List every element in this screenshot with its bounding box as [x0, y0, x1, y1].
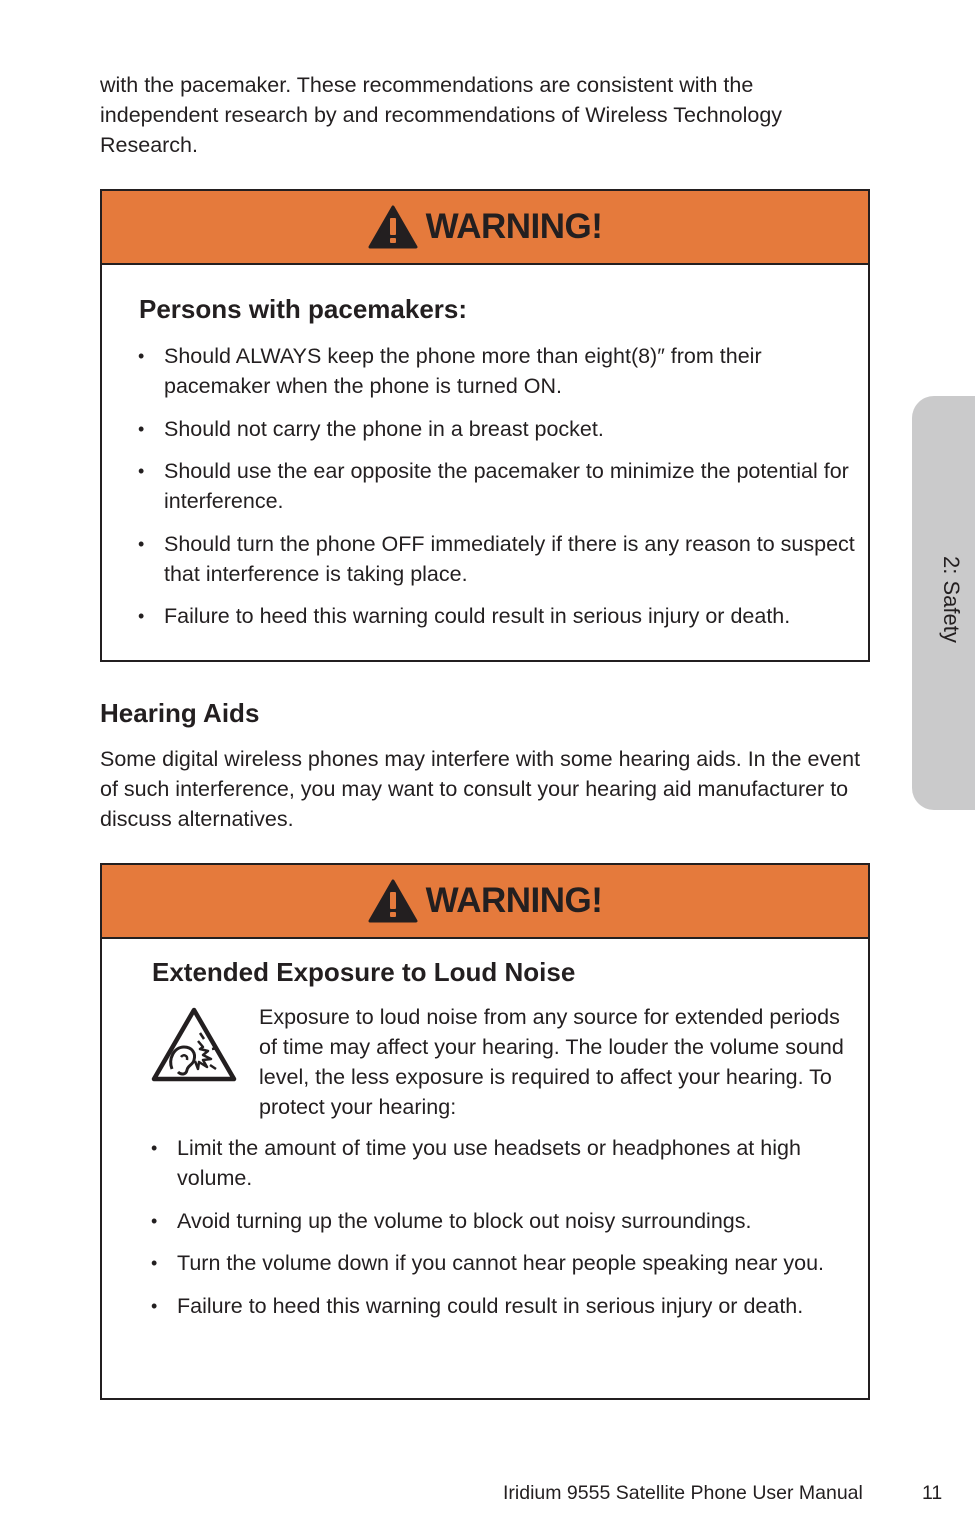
footer-manual-title: Iridium 9555 Satellite Phone User Manual	[503, 1482, 863, 1504]
loud-noise-bullet-list	[150, 1133, 850, 1333]
warning-title: Persons with pacemakers:	[139, 294, 468, 324]
noise-exposure-paragraph: Exposure to loud noise from any source for extended periods of time may affect your hearing. The louder the volume sound level, the less exposure is required to affect your hearing. To protect your hearing:	[259, 1005, 844, 1119]
list-item: • Failure to heed this warning could result in serious injury or death.	[151, 1293, 804, 1318]
warning-header-text: WARNING!	[425, 881, 603, 920]
list-item: • Turn the volume down if you cannot hear people speaking near you.	[151, 1251, 825, 1275]
warning-title: Extended Exposure to Loud Noise	[152, 957, 576, 987]
warning-box-loud-noise	[100, 863, 870, 1400]
hearing-aids-paragraph: Some digital wireless phones may interfere with some hearing aids. In the event of such interference, you may want to consult your hearing aid manufacturer to discuss alternatives.	[100, 747, 861, 831]
pacemaker-bullet-list	[137, 341, 857, 644]
hearing-aids-heading: Hearing Aids	[100, 698, 260, 728]
list-item: • Should turn the phone OFF immediately if there is any reason to suspect that interference is taking place.	[138, 531, 855, 586]
loud-noise-ear-icon	[150, 1005, 238, 1085]
list-item: • Failure to heed this warning could result in serious injury or death.	[138, 604, 791, 628]
page-number: 11	[922, 1482, 943, 1504]
list-item: • Should not carry the phone in a breast pocket.	[138, 416, 604, 441]
list-item: • Should use the ear opposite the pacemaker to minimize the potential for interference.	[138, 459, 849, 513]
warning-triangle-icon	[368, 879, 418, 923]
list-item: • Limit the amount of time you use headsets or headphones at high volume.	[151, 1136, 801, 1190]
intro-paragraph: with the pacemaker. These recommendations are consistent with the independent research by and recommendations of Wireless Technology Research.	[100, 73, 783, 157]
warning-header-text: WARNING!	[425, 207, 603, 246]
list-item: • Should ALWAYS keep the phone more than eight(8)″ from their pacemaker when the phone is turned ON.	[138, 344, 762, 398]
list-item: • Avoid turning up the volume to block out noisy surroundings.	[151, 1208, 752, 1233]
chapter-side-tab	[912, 396, 975, 810]
warning-box-pacemakers	[100, 189, 870, 662]
warning-triangle-icon	[368, 205, 418, 249]
warning-header	[102, 191, 868, 265]
chapter-tab-label: 2: Safety	[939, 556, 964, 643]
warning-header	[102, 865, 868, 939]
